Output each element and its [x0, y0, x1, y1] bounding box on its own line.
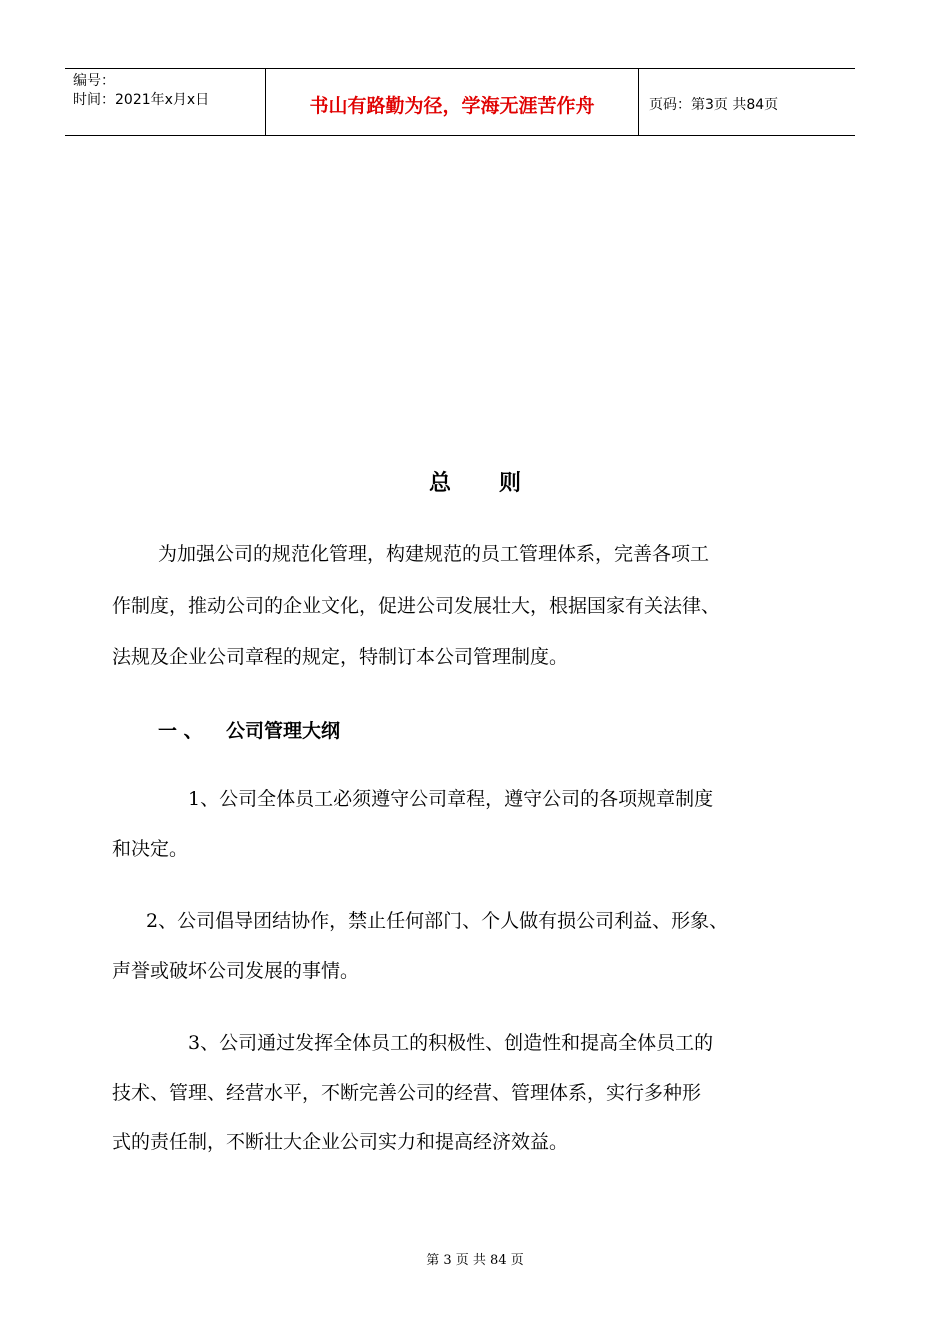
- header-page-cell: [639, 69, 855, 135]
- section-number: 一 、: [158, 720, 203, 742]
- item-3-line-3: 式的责任制，不断壮大企业公司实力和提高经济效益。: [112, 1131, 569, 1153]
- intro-line-1: 为加强公司的规范化管理，构建规范的员工管理体系，完善各项工: [158, 543, 710, 565]
- document-title: 总则: [428, 471, 569, 496]
- document-number-label: 编号：: [73, 73, 115, 89]
- item-3-line-1: 3、公司通过发挥全体员工的积极性、创造性和提高全体员工的: [188, 1032, 714, 1054]
- section-heading: [158, 716, 340, 743]
- page-footer: 第 3 页 共 84 页: [426, 1253, 524, 1268]
- item-3-line-2: 技术、管理、经营水平，不断完善公司的经营、管理体系，实行多种形: [112, 1082, 702, 1104]
- document-time-label: 时间：2021年x月x日: [73, 92, 210, 108]
- item-2-line-2: 声誉或破坏公司发展的事情。: [112, 960, 360, 982]
- item-1-line-2: 和决定。: [112, 838, 189, 860]
- intro-line-3: 法规及企业公司章程的规定，特制订本公司管理制度。: [112, 646, 569, 668]
- section-title: 公司管理大纲: [226, 720, 341, 742]
- page-header: [65, 68, 855, 136]
- header-motto: 书山有路勤为径，学海无涯苦作舟: [309, 95, 595, 117]
- item-2-line-1: 2、公司倡导团结协作，禁止任何部门、个人做有损公司利益、形象、: [146, 910, 729, 932]
- item-1-line-1: 1、公司全体员工必须遵守公司章程，遵守公司的各项规章制度: [188, 788, 714, 810]
- header-page-info: 页码：第3页 共84页: [649, 97, 779, 113]
- header-meta-cell: [65, 69, 266, 135]
- header-motto-cell: [266, 69, 639, 135]
- intro-line-2: 作制度，推动公司的企业文化，促进公司发展壮大，根据国家有关法律、: [112, 595, 721, 617]
